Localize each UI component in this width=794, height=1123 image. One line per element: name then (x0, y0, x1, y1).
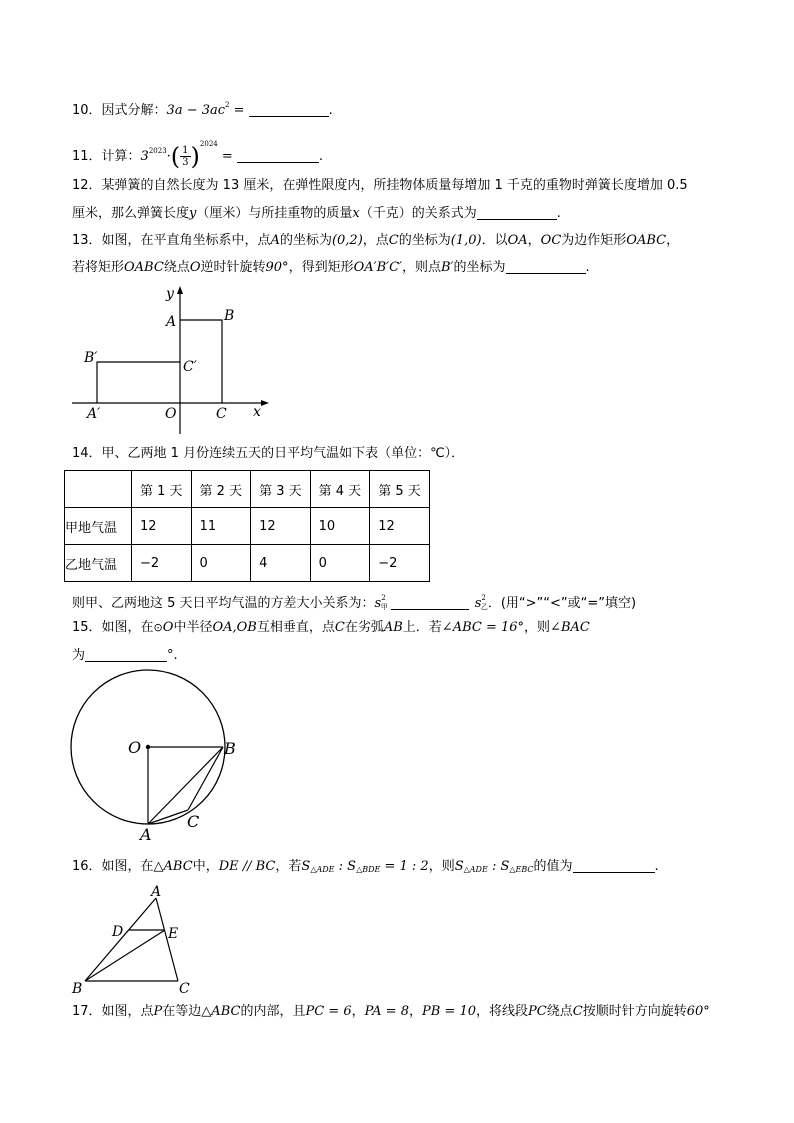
q13-answer-blank[interactable] (506, 259, 586, 274)
q15-text-2a: 为 (72, 648, 86, 663)
q17-angle: 60° (686, 1004, 710, 1019)
label-b: B (224, 308, 235, 324)
circle-figure (66, 668, 246, 844)
q13-text-2d: ，得到矩形 (288, 260, 354, 275)
question-12-line-2 (72, 204, 561, 224)
label-o: O (165, 406, 177, 422)
question-11: 11．计算：$3^{2023}\cdot$( $\frac{1}{3}$ )$^{2024}$ = . (72, 140, 324, 171)
q15-text-f: ，则 (524, 620, 551, 635)
table-cell: 12 (370, 508, 430, 545)
q15-answer-blank[interactable] (85, 647, 167, 662)
q17-triangle: △ABC (201, 1004, 241, 1019)
question-16 (72, 857, 659, 880)
q17-segment-pc: PC (528, 1004, 547, 1019)
q13-rotated-rect: OA′B′C′ (353, 260, 402, 275)
q13-point-bp: B′ (441, 260, 454, 275)
question-12-line-1: 12．某弹簧的自然长度为 13 厘米，在弹性限度内，所挂物体质量每增加 1 千克的重物时弹簧长度增加 0.5 (72, 178, 688, 193)
question-10 (72, 95, 333, 121)
q13-angle: 90° (265, 260, 289, 275)
table-header-row (65, 471, 430, 508)
q16-text-c: ，若 (275, 859, 302, 874)
q12-answer-blank[interactable] (477, 205, 557, 220)
q16-sub-bde: △BDE (356, 865, 381, 874)
q13-rect-2: OABC (124, 260, 164, 275)
q11-equals: = (217, 149, 237, 164)
circle-symbol: ⊙ (153, 621, 163, 634)
q13-text-a: 13．如图，在平直角坐标系中，点 (72, 233, 271, 248)
q16-period: . (654, 859, 659, 874)
q11-frac-numerator: 1 (182, 145, 189, 156)
table-row (65, 545, 430, 582)
q13-text-2f: 的坐标为 (453, 260, 506, 275)
label-x: x (253, 404, 261, 420)
label-c: C (187, 812, 200, 831)
table-header-cell (65, 471, 132, 508)
q11-period: . (318, 149, 324, 164)
q16-text-b: 中， (192, 859, 219, 874)
label-y: y (166, 286, 174, 302)
q14-sq-2: 2 (481, 594, 486, 602)
q16-text-d: ，则 (428, 859, 455, 874)
q13-text-f: 为边作矩形 (561, 233, 627, 248)
q16-sub-ade: △ADE (310, 865, 335, 874)
q12-text-b: （厘米）与所挂重物的质量 (196, 206, 353, 221)
q11-exponent-2: 2024 (199, 140, 218, 148)
q13-period: . (585, 260, 590, 275)
q14-s-jia: s (374, 596, 382, 611)
question-13-line-1 (72, 231, 679, 251)
q15-arc: AB (383, 620, 403, 635)
q14-sub-yi: 乙 (480, 603, 488, 611)
q15-text-a: 15．如图，在 (72, 620, 154, 635)
label-e: E (168, 926, 179, 942)
temperature-table (64, 470, 430, 582)
table-cell: −2 (132, 545, 192, 582)
q13-text-e: ．以 (481, 233, 508, 248)
label-c: C (216, 406, 227, 422)
label-b: B (72, 981, 83, 996)
row-label: 乙地气温 (65, 545, 132, 582)
label-cp: C′ (183, 359, 197, 375)
q15-text-e: 上．若 (402, 620, 442, 635)
q12-text-a: 厘米，那么弹簧长度 (72, 206, 190, 221)
question-14-title: 14．甲、乙两地 1 月份连续五天的日平均气温如下表（单位：℃）． (72, 446, 465, 461)
q13-text-b: 的坐标为 (279, 233, 332, 248)
chord-ab (148, 747, 223, 824)
q17-pb: PB = 10 (422, 1004, 476, 1019)
q10-exponent: 2 (225, 101, 230, 109)
q15-point-c: C (334, 620, 345, 635)
label-a: A (140, 825, 152, 844)
question-14-answer-line (72, 588, 636, 617)
q14-answer-blank[interactable] (391, 595, 469, 610)
q13-point-o: O (189, 260, 201, 275)
q17-comma: ， (408, 1004, 422, 1019)
q13-text-2c: 逆时针旋转 (200, 260, 266, 275)
table-cell: 12 (251, 508, 311, 545)
label-c: C (179, 981, 190, 996)
q17-point-c: C (572, 1004, 583, 1019)
question-17 (72, 1002, 710, 1022)
label-o: O (128, 738, 142, 757)
q17-pc: PC = 6 (305, 1004, 352, 1019)
q10-answer-blank[interactable] (249, 102, 329, 117)
table-row (65, 508, 430, 545)
q13-text-2e: ，则点 (401, 260, 441, 275)
label-bp: B′ (84, 350, 98, 366)
q13-seg-oc: OC (540, 233, 562, 248)
q14-sq-1: 2 (381, 594, 386, 602)
q10-period: . (328, 103, 333, 118)
q14-s-yi: s (474, 596, 482, 611)
table-cell: 0 (310, 545, 370, 582)
q17-point-p: P (153, 1004, 163, 1019)
q14-text-b: ．(用“>”“<”或“=”填空) (487, 596, 637, 611)
q15-text-b: 中半径 (173, 620, 213, 635)
q16-s3: S (454, 859, 464, 874)
q16-sub-ebc: △EBC (509, 865, 534, 874)
q12-var-x: x (352, 206, 360, 221)
q15-point-o: O (162, 620, 174, 635)
table-cell: 0 (191, 545, 251, 582)
q15-text-c: 互相垂直，点 (256, 620, 335, 635)
q17-sep: ， (351, 1004, 365, 1019)
q13-text-2a: 若将矩形 (72, 260, 125, 275)
q16-colon: : (334, 859, 348, 874)
q14-sub-jia: 甲 (380, 603, 388, 611)
x-axis-arrow (261, 400, 269, 406)
table-cell: −2 (370, 545, 430, 582)
q17-text-d: ，将线段 (476, 1004, 529, 1019)
q16-triangle: △ABC (153, 859, 193, 874)
table-cell: 10 (310, 508, 370, 545)
rectangle-rotated (97, 362, 180, 403)
coordinate-figure (66, 282, 276, 438)
q12-text-c: （千克）的关系式为 (359, 206, 477, 221)
q17-text-e: 绕点 (546, 1004, 573, 1019)
q17-text-f: 按顺时针方向旋转 (582, 1004, 687, 1019)
label-d: D (112, 924, 124, 940)
q11-dot: · (166, 149, 171, 164)
q17-pa: PA = 8 (364, 1004, 409, 1019)
table-header-cell: 第 1 天 (132, 471, 192, 508)
q16-sub-ade-2: △ADE (463, 865, 488, 874)
q11-frac-denominator: 3 (182, 157, 189, 168)
q11-prefix: 11．计算： (72, 149, 141, 164)
q13-sep: ， (527, 233, 541, 248)
question-15-line-1 (72, 618, 590, 638)
label-a: A (151, 884, 162, 900)
q13-point-a: A (270, 233, 280, 248)
table-cell: 11 (191, 508, 251, 545)
triangle-figure (68, 884, 198, 996)
q13-text-d: 的坐标为 (398, 233, 451, 248)
q11-answer-blank[interactable] (237, 148, 319, 163)
q13-comma: ， (666, 233, 680, 248)
q16-s2: S (347, 859, 357, 874)
q12-period: . (556, 206, 561, 221)
question-13-line-2 (72, 258, 590, 278)
segment-be (85, 930, 165, 981)
q16-colon-2: : (487, 859, 501, 874)
table-header-cell: 第 2 天 (191, 471, 251, 508)
y-axis-arrow (177, 286, 183, 294)
q13-text-c: ，点 (362, 233, 389, 248)
table-cell: 12 (132, 508, 192, 545)
q12-var-y: y (189, 206, 197, 221)
q17-text-c: 的内部，且 (240, 1004, 306, 1019)
q16-answer-blank[interactable] (573, 858, 655, 873)
q17-text-b: 在等边 (162, 1004, 202, 1019)
table-header-cell: 第 3 天 (251, 471, 311, 508)
q16-s4: S (500, 859, 510, 874)
question-15-line-2 (72, 646, 178, 666)
q13-text-2b: 绕点 (163, 260, 190, 275)
label-a: A (166, 314, 177, 330)
table-header-cell: 第 4 天 (310, 471, 370, 508)
q11-fraction (180, 145, 190, 168)
q16-ratio: = 1 : 2 (380, 859, 429, 874)
table-header-cell: 第 5 天 (370, 471, 430, 508)
q13-coord-c: (1,0) (450, 233, 482, 248)
q15-radii: OA,OB (212, 620, 257, 635)
q10-equals: = (229, 103, 249, 118)
q10-expression: 3a − 3ac (166, 103, 226, 118)
label-b: B (224, 739, 236, 758)
q13-point-c: C (388, 233, 399, 248)
q11-exponent-1: 2023 (148, 147, 167, 155)
q13-seg-oa: OA (507, 233, 528, 248)
q14-text-a: 则甲、乙两地这 5 天日平均气温的方差大小关系为： (72, 596, 375, 611)
q15-degree: °. (167, 648, 178, 663)
q16-text-e: 的值为 (533, 859, 573, 874)
q16-s1: S (301, 859, 311, 874)
q15-text-d: 在劣弧 (344, 620, 384, 635)
table-cell: 4 (251, 545, 311, 582)
q10-prefix: 10．因式分解： (72, 103, 167, 118)
q13-coord-a: (0,2) (331, 233, 363, 248)
q17-text-a: 17．如图，点 (72, 1004, 154, 1019)
row-label: 甲地气温 (65, 508, 132, 545)
q15-angle-bac: ∠BAC (550, 620, 590, 635)
q16-parallel: DE // BC (218, 859, 276, 874)
q15-angle-abc: ∠ABC = 16° (441, 620, 525, 635)
q16-text-a: 16．如图，在 (72, 859, 154, 874)
label-ap: A′ (87, 406, 101, 422)
q11-base: 3 (140, 149, 149, 164)
q13-rect: OABC (626, 233, 667, 248)
